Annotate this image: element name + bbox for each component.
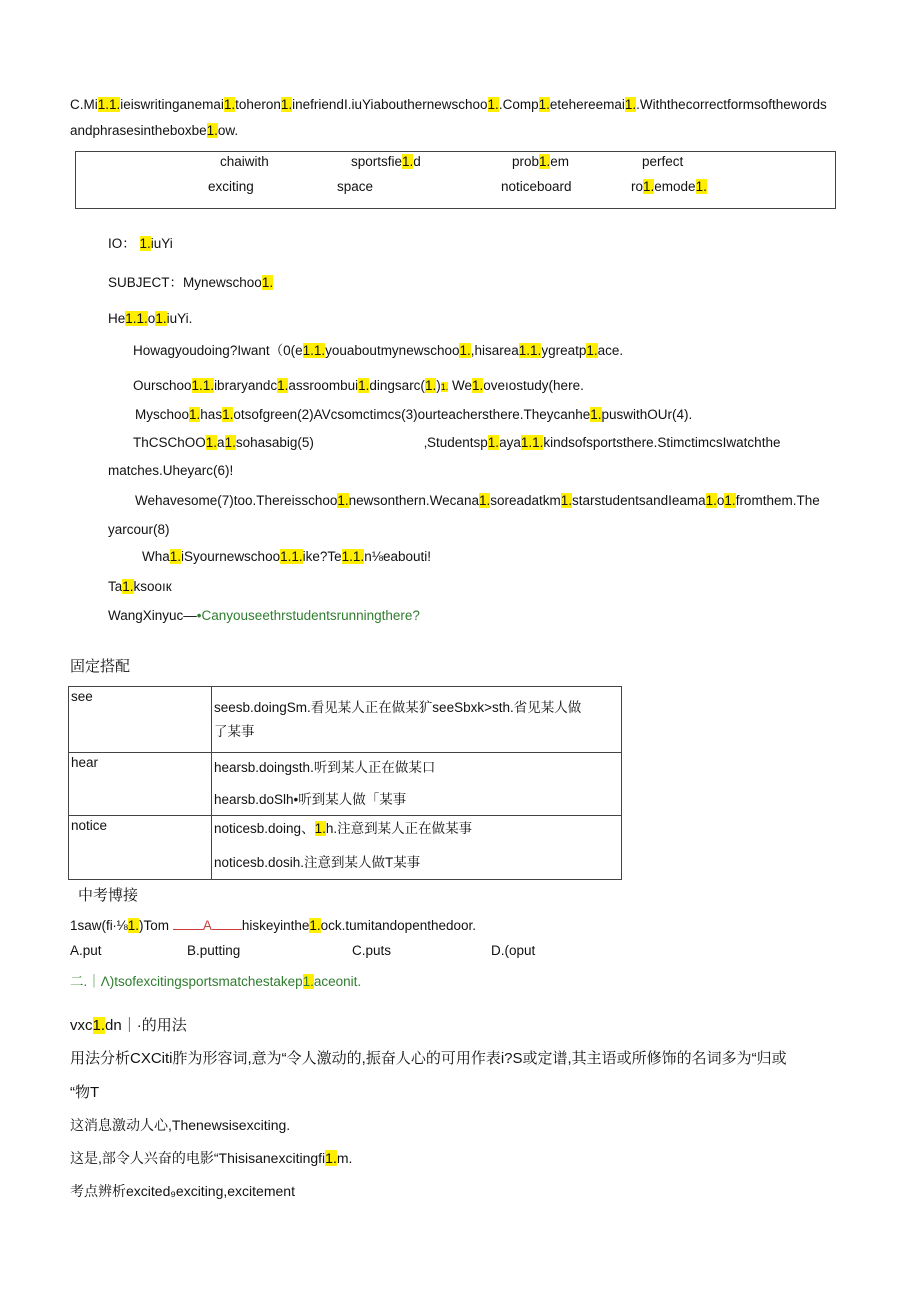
email-paragraph-1: Howagyoudoing?Iwant（0(e1.1.youaboutmynewschoo1.,hisarea1.1.ygreatp1.ace. [133, 343, 624, 358]
table-row [69, 753, 622, 816]
email-paragraph-5a: Wehavesome(7)too.Thereisschoo1.newsonthern.Wecana1.soreadatkm1.starstudentsandIeama1.o1.fromthem.The [135, 493, 820, 508]
task-line-2: andphrasesintheboxbe1.ow. [70, 123, 239, 138]
email-paragraph-6: Wha1.iSyournewschoo1.1.ike?Te1.1.n⅛eabouti! [142, 549, 431, 564]
word-problem: prob1.em [512, 154, 570, 169]
table-key-see: see [69, 687, 212, 753]
word-rolemodel: ro1.emode1. [631, 179, 707, 194]
table-value: noticesb.doing、1.h.注意到某人正在做某事 noticesb.dosih.注意到某人做T某事 [212, 816, 622, 880]
email-to: IO： 1.iuYi [108, 236, 173, 251]
exam-example-green: 二.｜Λ)tsofexcitingsportsmatchestakep1.aceonit. [70, 974, 362, 989]
word-sportsfield: sportsfie1.d [351, 154, 421, 169]
word-noticeboard: noticeboard [501, 179, 572, 194]
table-key-notice: notice [69, 816, 212, 880]
table-value: hearsb.doingsth.听到某人正在做某口 hearsb.doSlh•听到某人做「某事 [212, 753, 622, 816]
email-paragraph-4b: ‚Studentsp1.aya1.1.kindsofsportsthere.StimctimcsIwatchthe [424, 435, 781, 450]
table-row [69, 687, 622, 753]
table-row [69, 816, 622, 880]
email-paragraph-2: Ourschoo1.1.ibraryandc1.assroombui1.dingsarc(1.)1. We1.oveıostudy(here. [133, 378, 584, 393]
word-box [75, 151, 836, 209]
collocation-table [68, 686, 622, 880]
word-perfect: perfect [642, 154, 684, 169]
option-d: D.(oput [491, 943, 536, 958]
email-greeting: He1.1.o1.iuYi. [108, 311, 193, 326]
word-space: space [337, 179, 374, 194]
email-subject: SUBJECT：Mynewschoo1. [108, 275, 274, 290]
email-paragraph-4a: ThCSChOO1.a1.sohasabig(5) [133, 435, 314, 450]
table-value: seesb.doingSm.看见某人正在做某犷seeSbxk>sth.省见某人做 了某事 [212, 687, 622, 753]
email-sender: WangXinyuc—•Canyouseethrstudentsrunningthere? [108, 608, 420, 623]
option-b: B.putting [187, 943, 241, 958]
exam-question: 1saw(fi∙⅛1.)Tom A hiskeyinthe1.ock.tumitandopenthedoor. [70, 918, 477, 933]
email-signoff: Ta1.ksooıк [108, 579, 172, 594]
word-chaiwith: chaiwith [220, 154, 269, 169]
email-paragraph-3: Myschoo1.has1.otsofgreen(2)AVcsomctimcs(3)ourteachersthere.Theycanhe1.puswithOUr(4). [135, 407, 693, 422]
usage-heading: vxc1.dn｜·的用法 [70, 1017, 187, 1034]
section-title-fixed: 固定搭配 [70, 658, 131, 675]
option-c: C.puts [352, 943, 392, 958]
table-key-hear: hear [69, 753, 212, 816]
usage-analysis-2: “物T [70, 1084, 100, 1101]
option-a: A.put [70, 943, 102, 958]
usage-example-1: 这消息激动人心,Thenewsisexciting. [70, 1117, 291, 1133]
usage-example-2: 这是,部令人兴奋的电影“Thisisanexcitingfi1.m. [70, 1150, 353, 1166]
task-line-1: C.Mi1.1.ieiswritinganemai1.toheron1.inefriendI.iuYiabouthernewschoo1..Comp1.etehereemai1..Withthecorrectformsofthewords [70, 97, 827, 112]
email-paragraph-4c: matches.Uheyarc(6)! [108, 463, 234, 478]
usage-analysis-1: 用法分析CXCiti胙为形容词,意为“令人激动的,振奋人心的可用作表i?S或定谱,其主语或所修饰的名词多为“归或 [70, 1050, 787, 1067]
email-paragraph-5b: yarcour(8) [108, 522, 170, 537]
section-title-exam: 中考博接 [78, 887, 139, 904]
word-exciting: exciting [208, 179, 254, 194]
usage-compare: 考点辨析excited₉exciting,excitement [70, 1183, 295, 1199]
